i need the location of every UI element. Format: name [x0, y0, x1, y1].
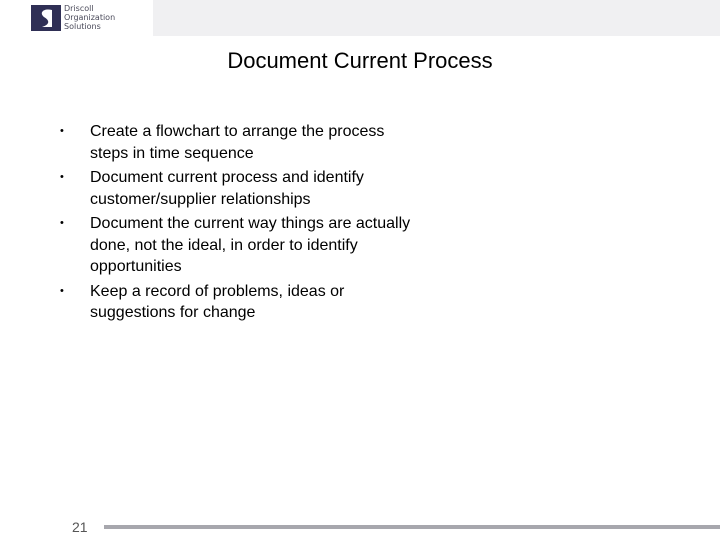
logo-line: Solutions: [64, 22, 101, 31]
bullet-text: Create a flowchart to arrange the process steps in time sequence: [90, 123, 385, 162]
bullet-item: [60, 213, 420, 278]
bullet-item: [60, 121, 420, 164]
page-number: 21: [72, 519, 88, 535]
bullet-icon: •: [60, 284, 64, 297]
logo-line: Organization: [64, 13, 116, 22]
bullet-icon: •: [60, 125, 64, 137]
company-logo: [0, 0, 153, 36]
logo-s-icon: [31, 5, 61, 31]
bullet-list: [60, 121, 420, 327]
bullet-text: Document current process and identify customer/supplier relationships: [90, 169, 364, 208]
bullet-icon: •: [60, 217, 64, 229]
logo-line: Driscoll: [64, 4, 94, 13]
bullet-text: Keep a record of problems, ideas or suggestions for change: [90, 282, 345, 321]
bullet-item: [60, 281, 420, 324]
slide-title: Document Current Process: [227, 48, 493, 73]
logo-text: [64, 4, 115, 31]
bullet-item: [60, 167, 420, 210]
bullet-icon: •: [60, 171, 64, 183]
bullet-text: Document the current way things are actually done, not the ideal, in order to identify opportunities: [90, 215, 411, 275]
footer-divider: [104, 525, 720, 529]
